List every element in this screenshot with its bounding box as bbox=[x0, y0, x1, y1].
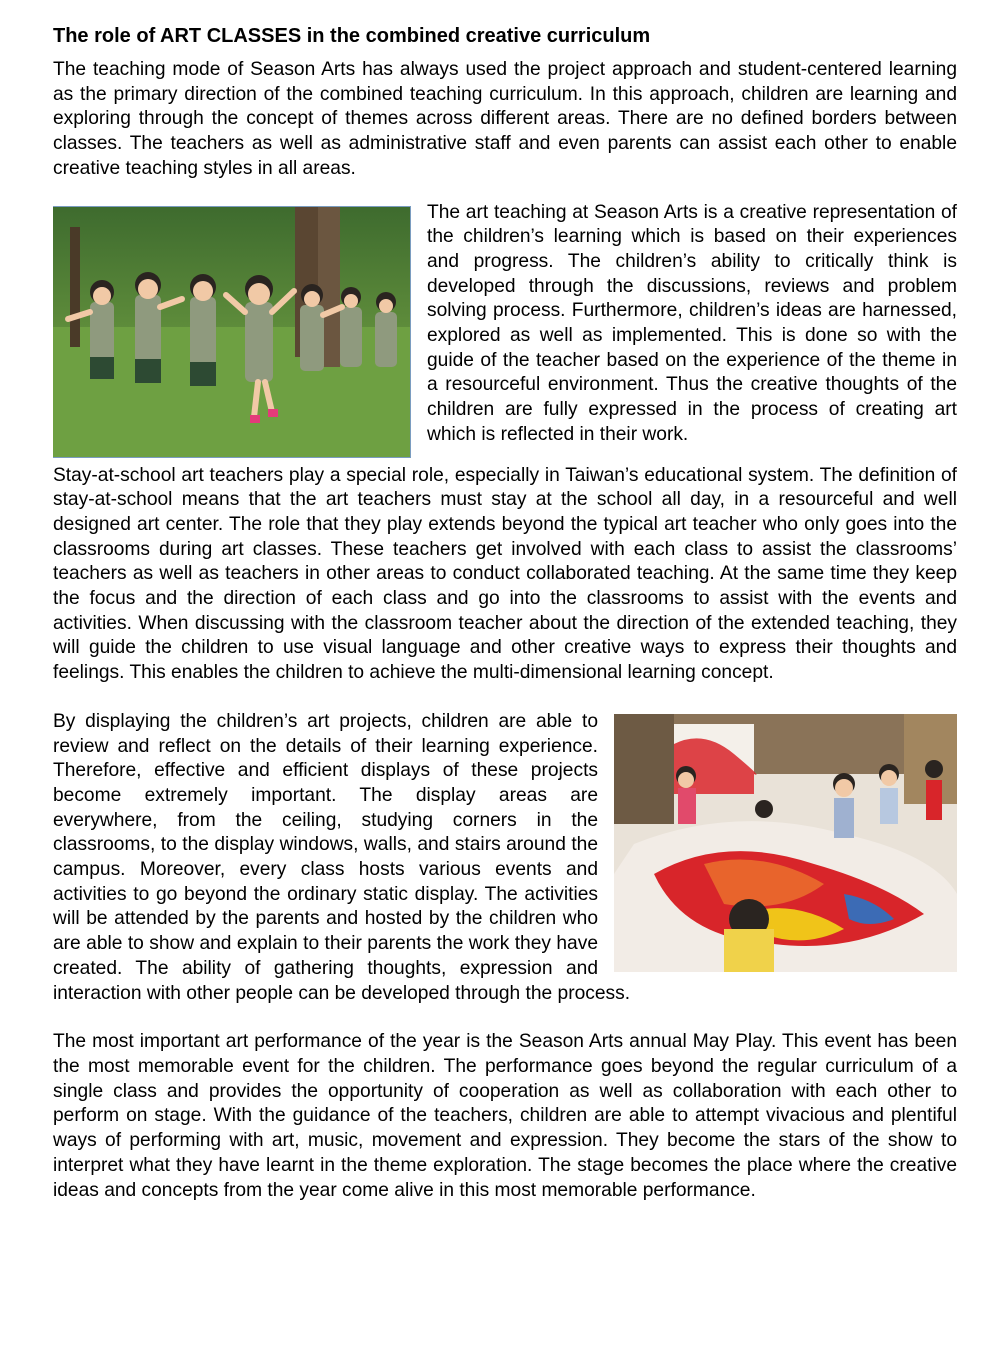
display-section bbox=[53, 710, 957, 1006]
children-painting-photo bbox=[614, 714, 957, 972]
page-title: The role of ART CLASSES in the combined creative curriculum bbox=[53, 25, 651, 47]
document-page bbox=[53, 22, 957, 1203]
intro-paragraph: The teaching mode of Season Arts has always used the project approach and student-centered learning as the primary direction of the combined teaching curriculum. In this approach, children are learning and exploring through the concept of themes across different areas. There are no defined borders between classes. The teachers as well as administrative staff and even parents can assist each other to enable creative teaching styles in all areas. bbox=[53, 59, 957, 179]
may-play-paragraph: The most important art performance of the year is the Season Arts annual May Play. This event has been the most memorable event for the children. The performance goes beyond the regular curriculum of a single class and provides the opportunity of cooperation as well as collaboration with each other to perform on stage. With the guidance of the teachers, children are able to attempt vivacious and plentiful ways of performing with art, music, movement and expression. They become the stars of the show to interpret what they have learnt in the theme exploration. The stage becomes the place where the creative ideas and concepts from the year come alive in this most memorable performance. bbox=[53, 1031, 957, 1201]
stay-at-school-paragraph: Stay-at-school art teachers play a special role, especially in Taiwan’s educational system. The definition of stay-at-school means that the art teachers must stay at the school all day, in a resourceful and well designed art center. The role that they play extends beyond the typical art teacher who only goes into the classrooms during art classes. These teachers get involved with each class to assist the classrooms’ teachers as well as teachers in other areas to conduct collaborated teaching. At the same time they keep the focus and the direction of each class and go into the classrooms to assist with the events and activities. When discussing with the classroom teacher about the direction of the extended teaching, they will guide the children to use visual language and other creative ways to express their thoughts and feelings. This enables the children to achieve the multi-dimensional learning concept. bbox=[53, 464, 957, 684]
children-running-photo bbox=[53, 206, 411, 458]
art-teaching-section bbox=[53, 201, 957, 464]
art-teaching-paragraph: The art teaching at Season Arts is a creative representation of the children’s learning which is based on their experiences and progress. The children’s ability to critically think is developed through the discussions, reviews and problem solving process. Furthermore, children’s ideas are harnessed, explored as well as implemented. This is done so with the guide of the teacher based on the experience of the theme in a resourceful environment. Thus the creative thoughts of the children are fully expressed in the process of creating art which is reflected in their work. bbox=[427, 201, 957, 445]
display-paragraph: By displaying the children’s art projects, children are able to review and reflect on the details of their learning experience. Therefore, effective and efficient displays of these projects become extremely important. The display areas are everywhere, from the ceiling, studying corners in the classrooms, to the display windows, walls, and stairs around the campus. Moreover, every class hosts various events and activities to go beyond the ordinary static display. The activities will be attended by the parents and hosted by the children who are able to show and explain to their parents the work they have created. The ability of gathering thoughts, expression and interaction with other people can be developed through the process. bbox=[53, 710, 631, 1004]
